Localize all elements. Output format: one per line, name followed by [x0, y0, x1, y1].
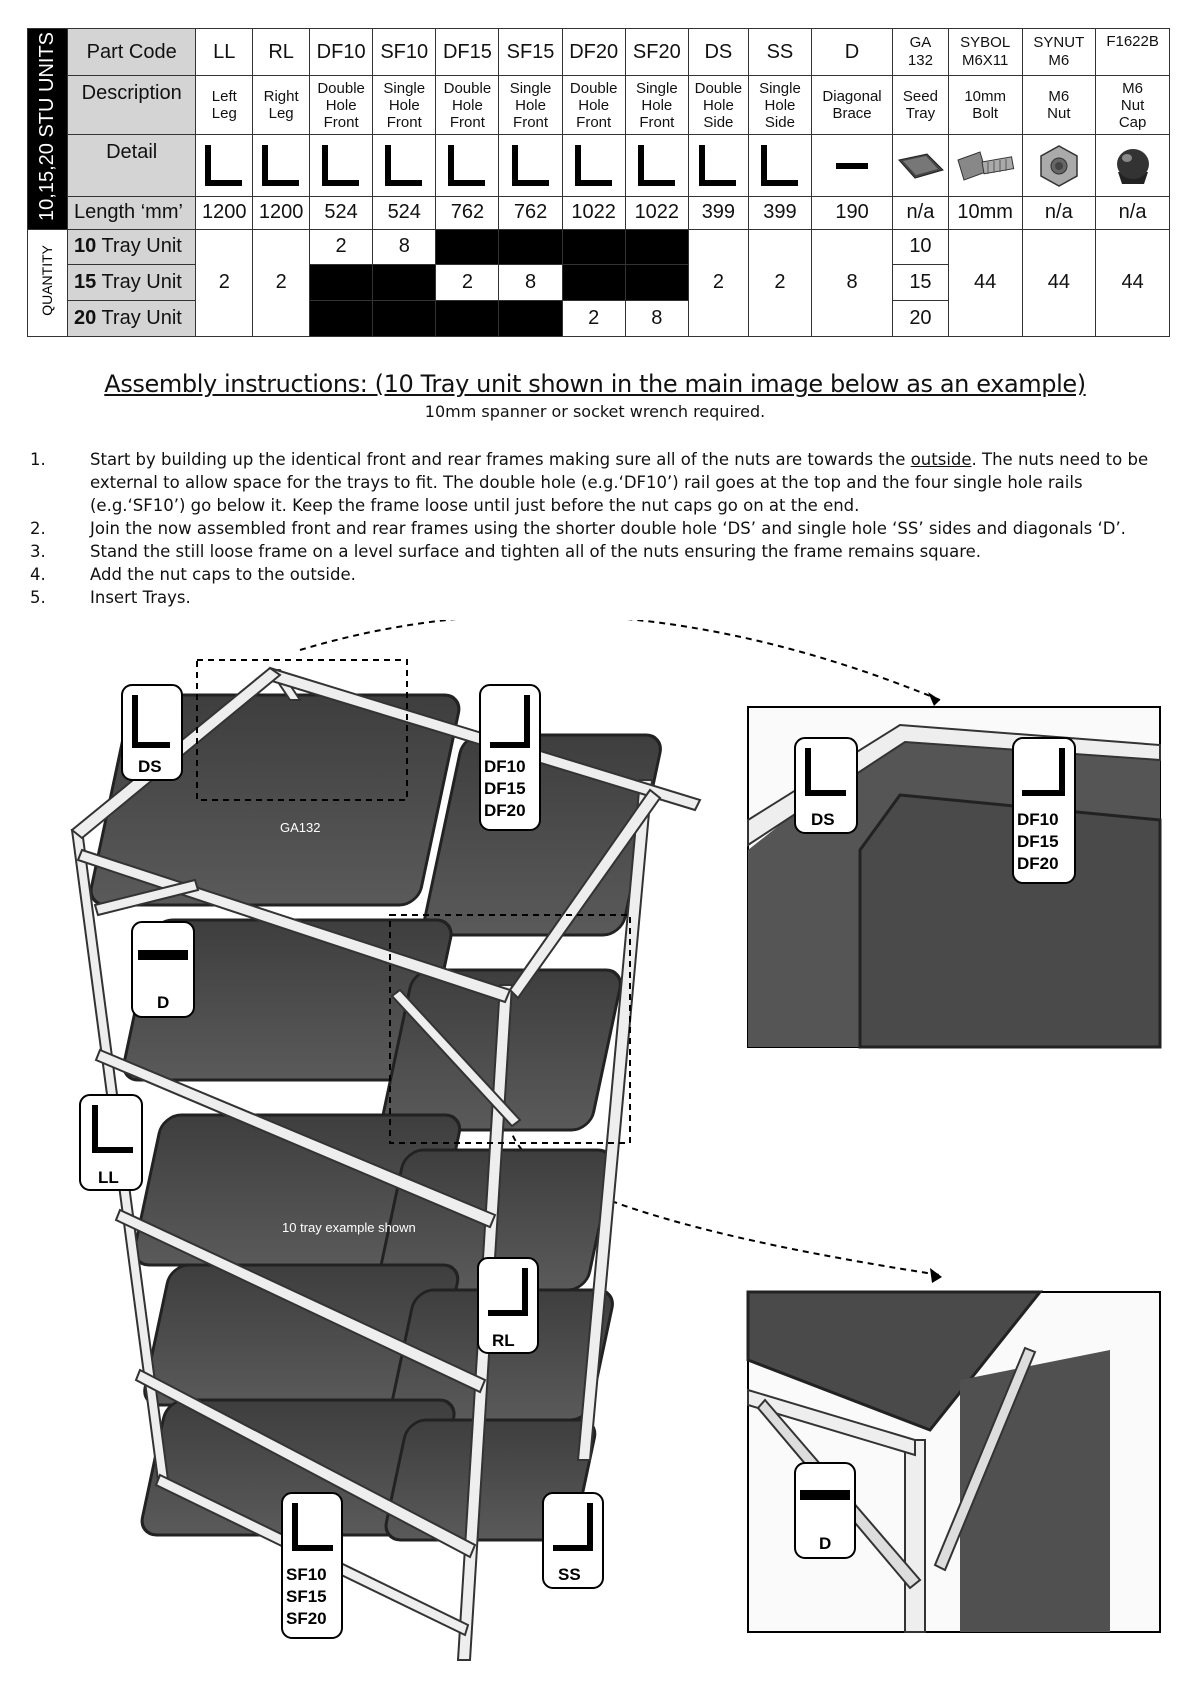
len-synut: n/a — [1022, 196, 1096, 229]
instruction-steps — [30, 448, 1170, 609]
zoom-bottom-tag-d — [795, 1463, 855, 1558]
zoom-top-tag-ds — [795, 738, 857, 833]
code-df15: DF15 — [436, 29, 499, 76]
detail-sf10-icon — [373, 135, 436, 196]
blocked-cell — [373, 265, 436, 301]
detail-df20-icon — [562, 135, 625, 196]
desc-df10: Double Hole Front — [310, 76, 373, 135]
qty-rl: 2 — [253, 229, 310, 336]
zoom-panel-top — [748, 707, 1160, 1047]
qty-df20-20: 2 — [562, 301, 625, 337]
nut-cap-icon — [1096, 135, 1170, 196]
len-sf15: 762 — [499, 196, 562, 229]
tag-d — [132, 922, 194, 1017]
nut-icon — [1022, 135, 1096, 196]
svg-text:DF15: DF15 — [1017, 832, 1059, 851]
desc-sf20: Single Hole Front — [625, 76, 688, 135]
desc-ga132: Seed Tray — [893, 76, 949, 135]
code-d: D — [812, 29, 893, 76]
qty-trays-10: 10 — [893, 229, 949, 265]
code-rl: RL — [253, 29, 310, 76]
detail-ll-icon — [196, 135, 253, 196]
instructions-title: Assembly instructions: (10 Tray unit shown in the main image below as an example) — [104, 370, 1086, 398]
code-sybol: SYBOL M6X11 — [948, 29, 1022, 76]
code-sf10: SF10 — [373, 29, 436, 76]
zoom-panel-bottom — [748, 1292, 1160, 1632]
svg-text:SF15: SF15 — [286, 1587, 327, 1606]
svg-text:DS: DS — [138, 757, 162, 776]
tag-ss — [543, 1493, 603, 1588]
qty-sf10-10: 8 — [373, 229, 436, 265]
code-ga132: GA 132 — [893, 29, 949, 76]
len-sybol: 10mm — [948, 196, 1022, 229]
desc-ll: Left Leg — [196, 76, 253, 135]
detail-ss-icon — [748, 135, 811, 196]
step-5: 5. Insert Trays. — [30, 588, 191, 607]
step-4: 4. Add the nut caps to the outside. — [30, 565, 356, 584]
len-rl: 1200 — [253, 196, 310, 229]
step-1: 1. Start by building up the identical front and rear frames making sure all of the nuts are towards the outside. The nuts need to be external to allow space for the trays to fit. The double hole (e.g.‘DF10’) rail goes at the top and the four single hole rails (e.g.‘SF10’) go below it. Keep the frame loose until just before the nut caps go on at the end. — [30, 450, 1149, 515]
code-df20: DF20 — [562, 29, 625, 76]
svg-text:LL: LL — [98, 1168, 119, 1187]
svg-text:SS: SS — [558, 1565, 581, 1584]
bolt-icon — [948, 135, 1022, 196]
desc-sf15: Single Hole Front — [499, 76, 562, 135]
zoom-top-tag-df — [1013, 738, 1075, 883]
len-d: 190 — [812, 196, 893, 229]
svg-text:DF10: DF10 — [484, 757, 526, 776]
detail-d-flat-bar-icon — [812, 135, 893, 196]
qty-nuts: 44 — [1022, 229, 1096, 336]
svg-text:DF20: DF20 — [484, 801, 526, 820]
detail-df10-icon — [310, 135, 373, 196]
qty-sf15-15: 8 — [499, 265, 562, 301]
desc-rl: Right Leg — [253, 76, 310, 135]
svg-text:D: D — [819, 1534, 832, 1553]
detail-df15-icon — [436, 135, 499, 196]
qty-ds: 2 — [688, 229, 748, 336]
desc-sybol: 10mm Bolt — [948, 76, 1022, 135]
svg-text:RL: RL — [492, 1331, 515, 1350]
seed-tray-icon — [893, 135, 949, 196]
tag-df — [480, 685, 540, 830]
qty-trays-15: 15 — [893, 265, 949, 301]
desc-sf10: Single Hole Front — [373, 76, 436, 135]
blocked-cell — [310, 265, 373, 301]
qty-row-20: 20 Tray Unit — [67, 301, 195, 337]
tag-rl — [478, 1258, 538, 1353]
step-2: 2. Join the now assembled front and rear frames using the shorter double hole ‘DS’ and single hole ‘SS’ sides and diagonals ‘D’. — [30, 519, 1126, 538]
rack-drawing — [72, 668, 700, 1660]
len-df15: 762 — [436, 196, 499, 229]
trays — [88, 695, 664, 1540]
code-sf20: SF20 — [625, 29, 688, 76]
tag-ll — [80, 1095, 142, 1190]
len-ll: 1200 — [196, 196, 253, 229]
qty-caps: 44 — [1096, 229, 1170, 336]
qty-ll: 2 — [196, 229, 253, 336]
blocked-cell — [310, 301, 373, 337]
desc-df20: Double Hole Front — [562, 76, 625, 135]
len-df20: 1022 — [562, 196, 625, 229]
qty-bolts: 44 — [948, 229, 1022, 336]
blocked-cell — [436, 229, 499, 265]
qty-df10-10: 2 — [310, 229, 373, 265]
svg-text:DS: DS — [811, 810, 835, 829]
blocked-cell — [499, 229, 562, 265]
blocked-cell — [373, 301, 436, 337]
svg-text:DF15: DF15 — [484, 779, 526, 798]
code-df10: DF10 — [310, 29, 373, 76]
length-header: Length ‘mm’ — [67, 196, 195, 229]
quantity-side-label: QUANTITY — [28, 229, 68, 336]
qty-d: 8 — [812, 229, 893, 336]
code-ll: LL — [196, 29, 253, 76]
instructions-subtitle: 10mm spanner or socket wrench required. — [424, 402, 766, 421]
detail-header: Detail — [67, 135, 195, 196]
svg-text:SF20: SF20 — [286, 1609, 327, 1628]
blocked-cell — [499, 301, 562, 337]
tag-sf — [282, 1493, 342, 1638]
detail-sf20-icon — [625, 135, 688, 196]
step-3: 3. Stand the still loose frame on a level surface and tighten all of the nuts ensuring the frame remains square. — [30, 542, 982, 561]
svg-text:DF10: DF10 — [1017, 810, 1059, 829]
len-ss: 399 — [748, 196, 811, 229]
code-ss: SS — [748, 29, 811, 76]
assembly-illustration — [0, 620, 1190, 1684]
len-sf10: 524 — [373, 196, 436, 229]
units-side-label: 10,15,20 STU UNITS — [28, 29, 68, 230]
qty-row-10: 10 Tray Unit — [67, 229, 195, 265]
len-df10: 524 — [310, 196, 373, 229]
desc-synut: M6 Nut — [1022, 76, 1096, 135]
qty-trays-20: 20 — [893, 301, 949, 337]
code-ds: DS — [688, 29, 748, 76]
parts-table — [27, 28, 1170, 337]
blocked-cell — [436, 301, 499, 337]
detail-sf15-icon — [499, 135, 562, 196]
blocked-cell — [625, 265, 688, 301]
tag-ds — [122, 685, 182, 780]
svg-text:SF10: SF10 — [286, 1565, 327, 1584]
code-sf15: SF15 — [499, 29, 562, 76]
len-ga132: n/a — [893, 196, 949, 229]
blocked-cell — [562, 265, 625, 301]
desc-ds: Double Hole Side — [688, 76, 748, 135]
qty-df15-15: 2 — [436, 265, 499, 301]
desc-ss: Single Hole Side — [748, 76, 811, 135]
detail-ds-icon — [688, 135, 748, 196]
qty-ss: 2 — [748, 229, 811, 336]
tray-note: GA132 — [280, 820, 321, 835]
part-code-header: Part Code — [67, 29, 195, 76]
qty-row-15: 15 Tray Unit — [67, 265, 195, 301]
detail-rl-icon — [253, 135, 310, 196]
description-header: Description — [67, 76, 195, 135]
len-f1622b: n/a — [1096, 196, 1170, 229]
blocked-cell — [562, 229, 625, 265]
len-sf20: 1022 — [625, 196, 688, 229]
desc-f1622b: M6 Nut Cap — [1096, 76, 1170, 135]
svg-text:D: D — [157, 993, 170, 1012]
qty-sf20-20: 8 — [625, 301, 688, 337]
desc-d: Diagonal Brace — [812, 76, 893, 135]
svg-text:DF20: DF20 — [1017, 854, 1059, 873]
example-note: 10 tray example shown — [282, 1220, 416, 1235]
code-synut: SYNUT M6 — [1022, 29, 1096, 76]
desc-df15: Double Hole Front — [436, 76, 499, 135]
blocked-cell — [625, 229, 688, 265]
len-ds: 399 — [688, 196, 748, 229]
code-f1622b: F1622B — [1096, 29, 1170, 76]
